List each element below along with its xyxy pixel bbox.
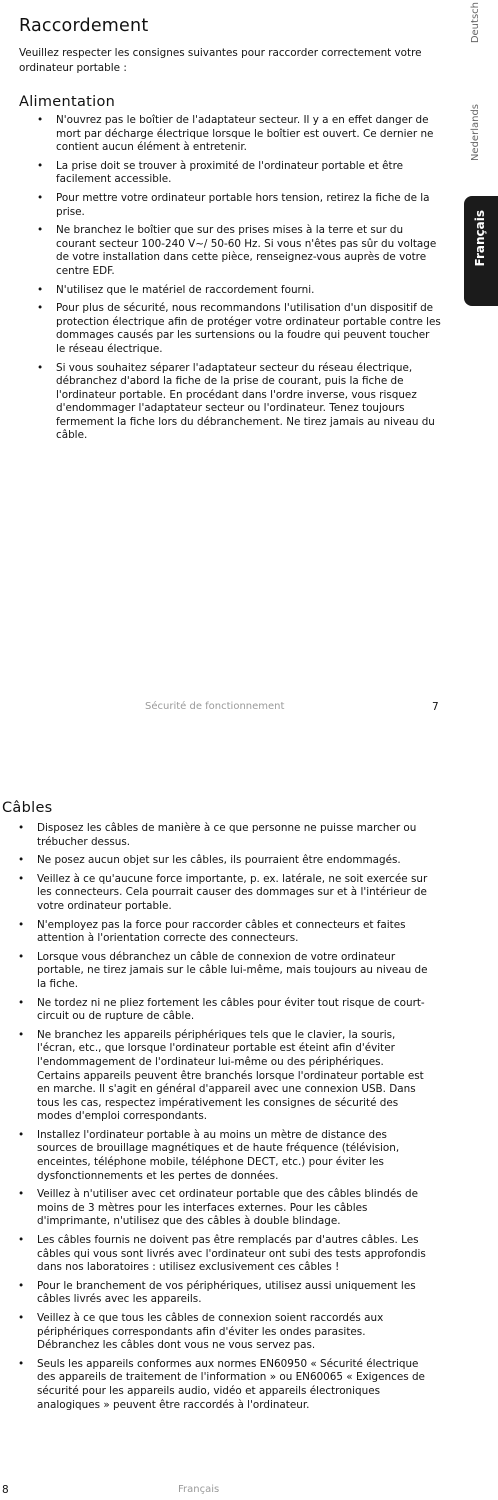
list-item: • Ne posez aucun objet sur les câbles, ils pourraient être endommagés.	[18, 854, 430, 868]
list-item: • Ne tordez ni ne pliez fortement les câbles pour éviter tout risque de court-circuit ou de rupture de câble.	[18, 997, 430, 1024]
page-number: 8	[2, 1484, 9, 1496]
list-item: • Lorsque vous débranchez un câble de connexion de votre ordinateur portable, ne tirez jamais sur le câble lui-même, mais toujours au niveau de la fiche.	[18, 951, 430, 992]
list-item: • Si vous souhaitez séparer l'adaptateur secteur du réseau électrique, débranchez d'abord la fiche de la prise de courant, puis la fiche de l'ordinateur portable. En procédant dans l'ordre inverse, vous risquez d'endommager l'adaptateur secteur ou l'ordinateur. Tenez toujours fermement la fiche lors du débranchement. Ne tirez jamais au niveau du câble.	[37, 362, 442, 444]
page-number: 7	[432, 701, 439, 713]
list-item: • Les câbles fournis ne doivent pas être remplacés par d'autres câbles. Les câbles qui vous sont livrés avec l'ordinateur ont subi des tests approfondis dans nos laboratoires : utilisez exclusivement ces câbles !	[18, 1234, 430, 1275]
language-tab-deutsch[interactable]: Deutsch	[470, 2, 481, 44]
page-footer-language: Français	[178, 1484, 220, 1495]
intro-paragraph: Veuillez respecter les consignes suivantes pour raccorder correctement votre ordinateur portable :	[19, 47, 422, 74]
list-item: • Pour mettre votre ordinateur portable hors tension, retirez la fiche de la prise.	[37, 192, 442, 219]
list-item: • Disposez les câbles de manière à ce que personne ne puisse marcher ou trébucher dessus.	[18, 822, 430, 849]
list-item: • Ne branchez le boîtier que sur des prises mises à la terre et sur du courant secteur 100-240 V~/ 50-60 Hz. Si vous n'êtes pas sûr du voltage de votre installation dans cette pièce, renseignez-vous auprès de votre centre EDF.	[37, 224, 442, 278]
page-8	[0, 740, 498, 1500]
list-item: • Pour plus de sécurité, nous recommandons l'utilisation d'un dispositif de protection électrique afin de protéger votre ordinateur portable contre les dommages causés par les surtensions ou la foudre qui peuvent toucher le réseau électrique.	[37, 302, 442, 356]
list-item: • Veillez à ce qu'aucune force importante, p. ex. latérale, ne soit exercée sur les connecteurs. Cela pourrait causer des dommages sur et à l'intérieur de votre ordinateur portable.	[18, 873, 430, 914]
subsection-title-cables: Câbles	[2, 800, 53, 816]
list-item: • Installez l'ordinateur portable à au moins un mètre de distance des sources de brouillage magnétiques et de haute fréquence (télévision, enceintes, téléphone mobile, téléphone DECT, etc.) pour éviter les dysfonctionnements et les pertes de données.	[18, 1129, 430, 1183]
page-7	[0, 0, 498, 740]
language-tab-francais[interactable]	[464, 196, 498, 306]
subsection-title-alimentation: Alimentation	[19, 94, 116, 110]
list-item: • Veillez à n'utiliser avec cet ordinateur portable que des câbles blindés de moins de 3 mètres pour les interfaces externes. Pour les câbles d'imprimante, n'utilisez que des câbles à double blindage.	[18, 1188, 430, 1229]
list-item: • Veillez à ce que tous les câbles de connexion soient raccordés aux périphériques correspondants afin d'éviter les ondes parasites. Débranchez les câbles dont vous ne vous servez pas.	[18, 1312, 430, 1353]
list-item: • N'ouvrez pas le boîtier de l'adaptateur secteur. Il y a en effet danger de mort par décharge électrique lorsque le boîtier est ouvert. Ce dernier ne contient aucun élément à entretenir.	[37, 114, 442, 155]
language-tab-nederlands[interactable]: Nederlands	[470, 104, 481, 162]
list-item: • N'utilisez que le matériel de raccordement fourni.	[37, 284, 442, 298]
language-tab-francais-label: Français	[473, 210, 487, 267]
section-title: Raccordement	[19, 16, 149, 36]
list-item: • Ne branchez les appareils périphériques tels que le clavier, la souris, l'écran, etc., que lorsque l'ordinateur portable est éteint afin d'éviter l'endommagement de l'ordinateur lui-même ou des périphériques. Certains appareils peuvent être branchés lorsque l'ordinateur portable est en marche. Il s'agit en général d'appareil avec une connexion USB. Dans tous les cas, respectez impérativement les consignes de sécurité des modes d'emploi correspondants.	[18, 1029, 430, 1124]
bullet-list-alimentation	[37, 114, 442, 448]
list-item: • Seuls les appareils conformes aux normes EN60950 « Sécurité électrique des appareils de traitement de l'information » ou EN60065 « Exigences de sécurité pour les appareils audio, vidéo et appareils électroniques analogiques » peuvent être raccordés à l'ordinateur.	[18, 1358, 430, 1412]
list-item: • La prise doit se trouver à proximité de l'ordinateur portable et être facilement accessible.	[37, 160, 442, 187]
list-item: • Pour le branchement de vos périphériques, utilisez aussi uniquement les câbles livrés avec les appareils.	[18, 1280, 430, 1307]
bullet-list-cables	[18, 822, 430, 1417]
page-footer-section: Sécurité de fonctionnement	[145, 701, 285, 712]
list-item: • N'employez pas la force pour raccorder câbles et connecteurs et faites attention à l'orientation correcte des connecteurs.	[18, 919, 430, 946]
